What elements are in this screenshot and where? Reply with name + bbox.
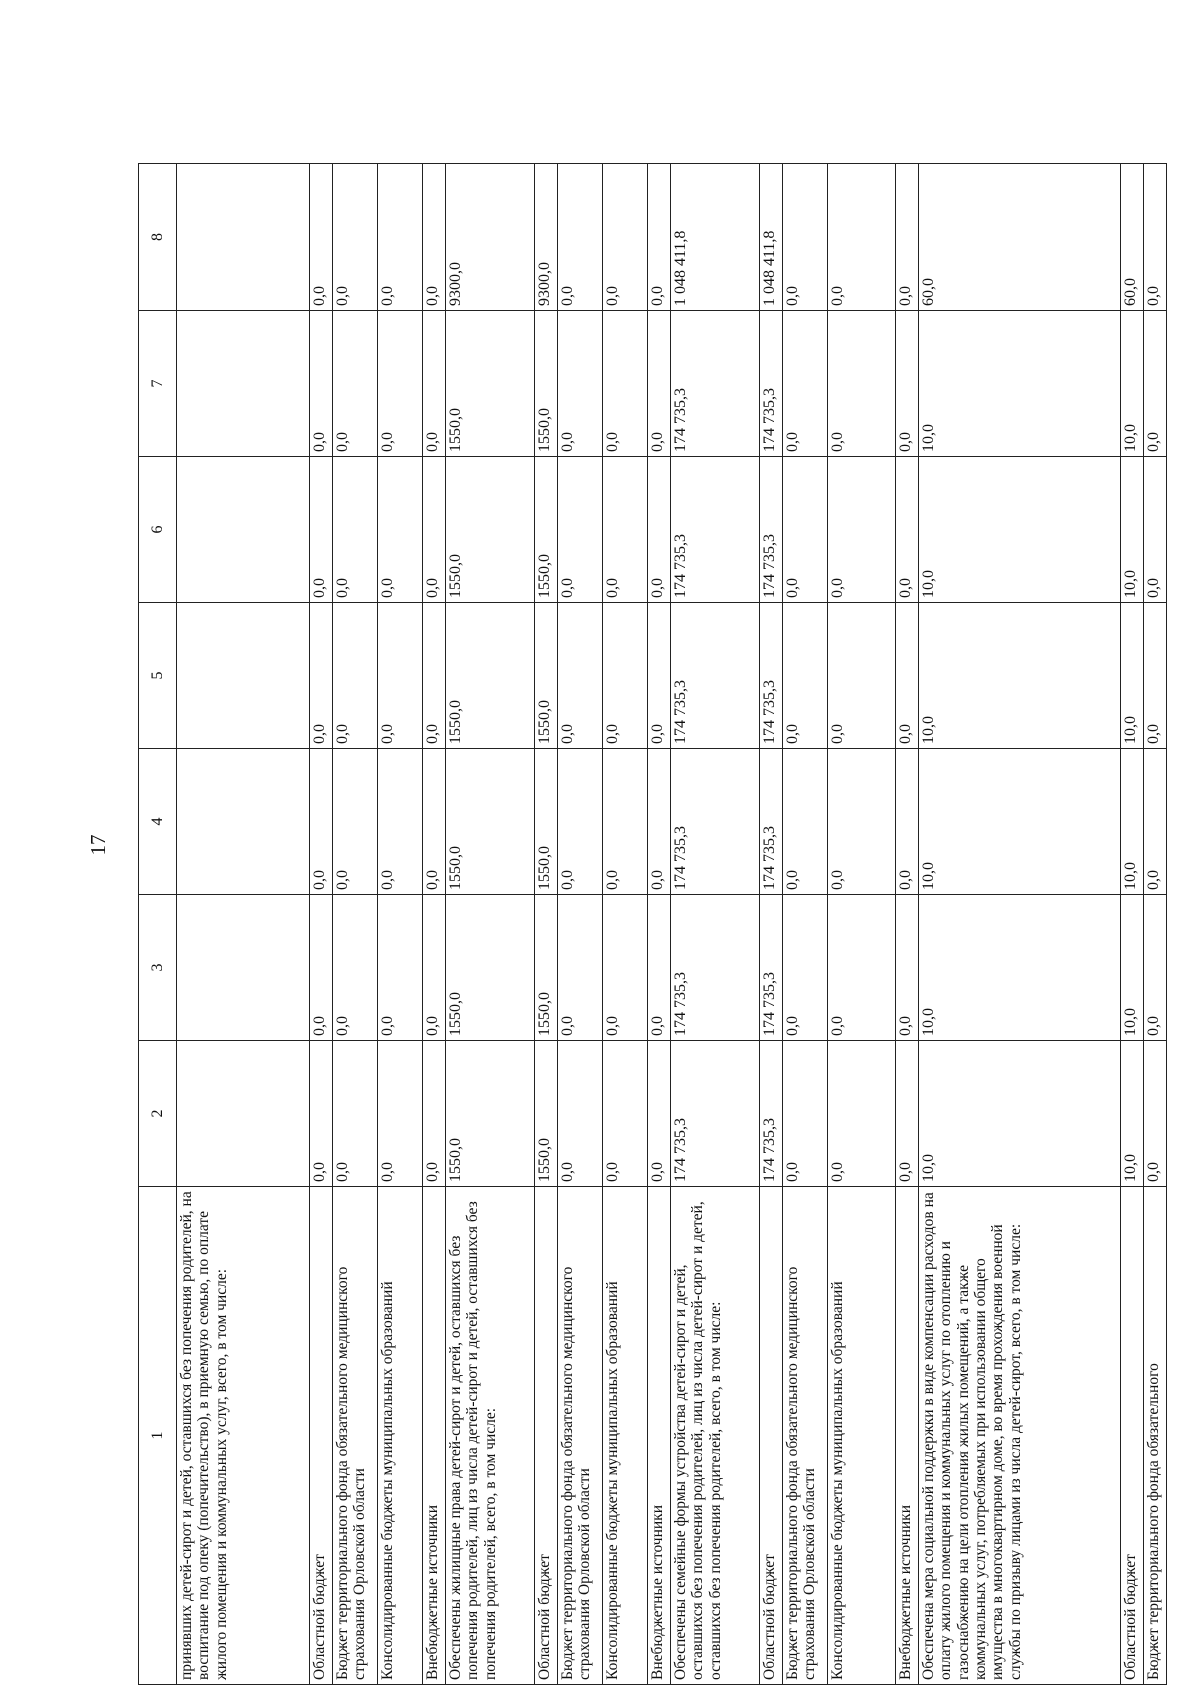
value-cell: 174 735,3 — [760, 457, 783, 603]
value-cell: 0,0 — [783, 895, 828, 1041]
table-row — [177, 164, 310, 1685]
value-cell: 0,0 — [828, 749, 896, 895]
value-cell: 0,0 — [896, 895, 919, 1041]
value-cell: 1550,0 — [446, 895, 535, 1041]
value-cell: 0,0 — [423, 895, 446, 1041]
column-header: 1 — [139, 1187, 177, 1685]
value-cell: 0,0 — [558, 895, 603, 1041]
value-cell: 10,0 — [1121, 457, 1144, 603]
table-row — [558, 164, 603, 1685]
row-label: Внебюджетные источники — [648, 1187, 671, 1685]
row-label: Бюджет территориального фонда обязательного медицинского страхования Орловской области — [333, 1187, 378, 1685]
value-cell: 1550,0 — [535, 749, 558, 895]
value-cell: 10,0 — [919, 895, 1121, 1041]
value-cell: 10,0 — [1121, 749, 1144, 895]
value-cell: 0,0 — [896, 749, 919, 895]
value-cell: 1550,0 — [535, 603, 558, 749]
table-row — [783, 164, 828, 1685]
row-label: Областной бюджет — [760, 1187, 783, 1685]
value-cell: 0,0 — [828, 603, 896, 749]
table-row — [648, 164, 671, 1685]
value-cell: 0,0 — [783, 1041, 828, 1187]
table-row — [919, 164, 1121, 1685]
value-cell: 0,0 — [558, 457, 603, 603]
page-number: 17 — [86, 834, 110, 856]
value-cell: 0,0 — [310, 895, 333, 1041]
table-row — [1144, 164, 1167, 1685]
value-cell: 174 735,3 — [671, 1041, 760, 1187]
value-cell — [177, 1041, 310, 1187]
row-label: Бюджет территориального фонда обязательного медицинского страхования Орловской области — [783, 1187, 828, 1685]
value-cell: 174 735,3 — [671, 749, 760, 895]
value-cell: 0,0 — [310, 749, 333, 895]
value-cell: 174 735,3 — [671, 311, 760, 457]
value-cell — [177, 311, 310, 457]
value-cell: 0,0 — [603, 311, 648, 457]
value-cell: 0,0 — [333, 164, 378, 311]
value-cell: 0,0 — [896, 603, 919, 749]
table-row — [310, 164, 333, 1685]
value-cell: 0,0 — [558, 603, 603, 749]
value-cell: 0,0 — [378, 164, 423, 311]
value-cell: 0,0 — [423, 457, 446, 603]
value-cell: 60,0 — [919, 164, 1121, 311]
row-label: Консолидированные бюджеты муниципальных образований — [378, 1187, 423, 1685]
value-cell: 10,0 — [919, 1041, 1121, 1187]
value-cell: 174 735,3 — [671, 603, 760, 749]
value-cell — [177, 603, 310, 749]
value-cell: 0,0 — [648, 895, 671, 1041]
value-cell: 0,0 — [333, 749, 378, 895]
value-cell: 1550,0 — [446, 1041, 535, 1187]
value-cell: 0,0 — [1144, 164, 1167, 311]
value-cell: 0,0 — [896, 311, 919, 457]
value-cell: 0,0 — [1144, 749, 1167, 895]
value-cell: 0,0 — [896, 1041, 919, 1187]
budget-table — [138, 163, 1167, 1685]
column-header: 4 — [139, 749, 177, 895]
table-row — [423, 164, 446, 1685]
column-header: 5 — [139, 603, 177, 749]
row-label: Обеспечены жилищные права детей-сирот и детей, оставшихся без попечения родителей, лиц из числа детей-сирот и детей, оставшихся без попечения родителей, всего, в том числе: — [446, 1187, 535, 1685]
value-cell: 174 735,3 — [760, 749, 783, 895]
value-cell: 10,0 — [919, 749, 1121, 895]
value-cell: 0,0 — [783, 603, 828, 749]
value-cell: 0,0 — [648, 311, 671, 457]
row-label: Консолидированные бюджеты муниципальных образований — [828, 1187, 896, 1685]
row-label: Обеспечены семейные формы устройства детей-сирот и детей, оставшихся без попечения родителей, лиц из числа детей-сирот и детей, оставшихся без попечения родителей, всего, в том числе: — [671, 1187, 760, 1685]
value-cell: 0,0 — [648, 1041, 671, 1187]
value-cell: 174 735,3 — [671, 895, 760, 1041]
value-cell: 0,0 — [783, 311, 828, 457]
value-cell: 0,0 — [333, 895, 378, 1041]
value-cell: 0,0 — [828, 1041, 896, 1187]
value-cell: 0,0 — [310, 164, 333, 311]
value-cell: 174 735,3 — [671, 457, 760, 603]
row-label: Областной бюджет — [535, 1187, 558, 1685]
value-cell: 0,0 — [1144, 895, 1167, 1041]
value-cell: 60,0 — [1121, 164, 1144, 311]
row-label: Областной бюджет — [1121, 1187, 1144, 1685]
value-cell: 0,0 — [603, 164, 648, 311]
value-cell: 174 735,3 — [760, 1041, 783, 1187]
rotated-table-wrapper — [138, 164, 1162, 1685]
row-label: принявших детей-сирот и детей, оставшихся без попечения родителей, на воспитание под опеку (попечительство), в приемную семью, по оплате жилого помещения и коммунальных услуг, всего, в том числе: — [177, 1187, 310, 1685]
value-cell: 10,0 — [919, 457, 1121, 603]
value-cell: 0,0 — [1144, 457, 1167, 603]
column-header: 8 — [139, 164, 177, 311]
value-cell: 0,0 — [603, 1041, 648, 1187]
value-cell: 10,0 — [919, 311, 1121, 457]
row-label: Бюджет территориального фонда обязательного — [1144, 1187, 1167, 1685]
value-cell: 0,0 — [378, 895, 423, 1041]
column-header: 6 — [139, 457, 177, 603]
row-label: Обеспечена мера социальной поддержки в виде компенсации расходов на оплату жилого помещения и коммунальных услуг по отоплению и газоснабжению на цели отопления жилых помещений, а также коммунальных услуг, потребляемых при использовании общего имущества в многоквартирном доме, во время прохождения военной службы по призыву лицами из числа детей-сирот, всего, в том числе: — [919, 1187, 1121, 1685]
value-cell: 0,0 — [828, 457, 896, 603]
table-row — [378, 164, 423, 1685]
value-cell: 0,0 — [603, 895, 648, 1041]
value-cell: 0,0 — [378, 749, 423, 895]
value-cell — [177, 895, 310, 1041]
row-label: Внебюджетные источники — [423, 1187, 446, 1685]
value-cell: 1550,0 — [446, 311, 535, 457]
value-cell: 9300,0 — [535, 164, 558, 311]
value-cell: 0,0 — [648, 164, 671, 311]
table-row — [896, 164, 919, 1685]
value-cell: 1550,0 — [446, 457, 535, 603]
value-cell: 0,0 — [896, 457, 919, 603]
value-cell: 0,0 — [558, 164, 603, 311]
value-cell: 0,0 — [558, 1041, 603, 1187]
table-row — [828, 164, 896, 1685]
value-cell: 0,0 — [648, 749, 671, 895]
value-cell: 1550,0 — [446, 603, 535, 749]
row-label: Внебюджетные источники — [896, 1187, 919, 1685]
value-cell: 0,0 — [1144, 311, 1167, 457]
value-cell: 0,0 — [378, 1041, 423, 1187]
value-cell: 10,0 — [919, 603, 1121, 749]
table-row — [1121, 164, 1144, 1685]
value-cell: 0,0 — [783, 164, 828, 311]
column-header: 3 — [139, 895, 177, 1041]
value-cell: 0,0 — [423, 1041, 446, 1187]
value-cell: 10,0 — [1121, 895, 1144, 1041]
value-cell: 1550,0 — [535, 895, 558, 1041]
value-cell: 0,0 — [828, 895, 896, 1041]
value-cell: 0,0 — [423, 749, 446, 895]
value-cell: 1550,0 — [535, 457, 558, 603]
value-cell: 0,0 — [828, 164, 896, 311]
value-cell: 0,0 — [333, 1041, 378, 1187]
value-cell: 1550,0 — [535, 1041, 558, 1187]
row-label: Консолидированные бюджеты муниципальных образований — [603, 1187, 648, 1685]
value-cell: 0,0 — [333, 311, 378, 457]
value-cell: 1550,0 — [535, 311, 558, 457]
table-row — [760, 164, 783, 1685]
value-cell: 0,0 — [378, 603, 423, 749]
value-cell: 0,0 — [603, 457, 648, 603]
table-row — [446, 164, 535, 1685]
value-cell — [177, 164, 310, 311]
value-cell: 1 048 411,8 — [760, 164, 783, 311]
value-cell: 0,0 — [1144, 603, 1167, 749]
header-row — [139, 164, 177, 1685]
table-row — [671, 164, 760, 1685]
value-cell: 174 735,3 — [760, 603, 783, 749]
value-cell: 0,0 — [828, 311, 896, 457]
value-cell: 174 735,3 — [760, 311, 783, 457]
value-cell: 0,0 — [310, 311, 333, 457]
value-cell: 10,0 — [1121, 1041, 1144, 1187]
value-cell: 174 735,3 — [760, 895, 783, 1041]
value-cell: 0,0 — [558, 749, 603, 895]
row-label: Бюджет территориального фонда обязательного медицинского страхования Орловской области — [558, 1187, 603, 1685]
value-cell — [177, 457, 310, 603]
value-cell: 0,0 — [783, 749, 828, 895]
value-cell: 10,0 — [1121, 311, 1144, 457]
value-cell: 0,0 — [310, 457, 333, 603]
value-cell: 0,0 — [423, 311, 446, 457]
value-cell: 0,0 — [896, 164, 919, 311]
column-header: 7 — [139, 311, 177, 457]
value-cell: 10,0 — [1121, 603, 1144, 749]
value-cell: 0,0 — [423, 164, 446, 311]
table-row — [603, 164, 648, 1685]
value-cell: 0,0 — [1144, 1041, 1167, 1187]
value-cell: 0,0 — [333, 603, 378, 749]
value-cell: 0,0 — [558, 311, 603, 457]
table-row — [535, 164, 558, 1685]
value-cell: 0,0 — [603, 749, 648, 895]
column-header: 2 — [139, 1041, 177, 1187]
value-cell: 0,0 — [333, 457, 378, 603]
value-cell: 0,0 — [310, 1041, 333, 1187]
value-cell: 0,0 — [603, 603, 648, 749]
value-cell: 9300,0 — [446, 164, 535, 311]
value-cell: 0,0 — [378, 457, 423, 603]
value-cell: 0,0 — [423, 603, 446, 749]
value-cell: 0,0 — [648, 603, 671, 749]
row-label: Областной бюджет — [310, 1187, 333, 1685]
value-cell: 0,0 — [310, 603, 333, 749]
value-cell: 0,0 — [648, 457, 671, 603]
value-cell: 0,0 — [783, 457, 828, 603]
value-cell: 0,0 — [378, 311, 423, 457]
value-cell — [177, 749, 310, 895]
table-row — [333, 164, 378, 1685]
value-cell: 1 048 411,8 — [671, 164, 760, 311]
value-cell: 1550,0 — [446, 749, 535, 895]
